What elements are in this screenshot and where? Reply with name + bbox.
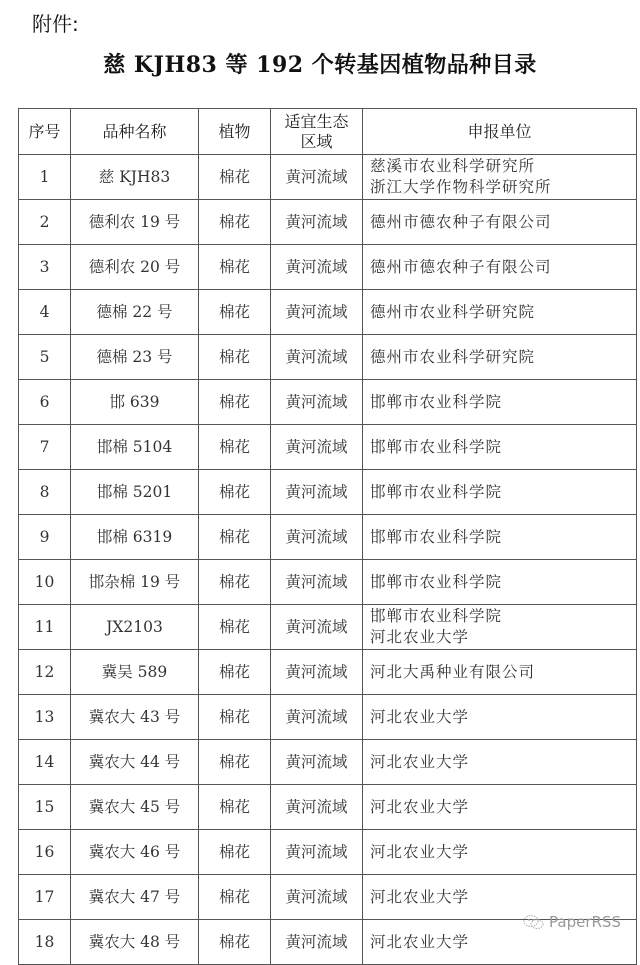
watermark-text: PaperRSS (549, 913, 621, 931)
applicant-line: 河北农业大学 (370, 797, 470, 816)
cell-variety: 冀农大 44 号 (71, 740, 199, 785)
table-row (19, 605, 637, 650)
cell-plant: 棉花 (199, 470, 271, 515)
cell-region: 黄河流域 (271, 200, 363, 245)
cell-applicant (363, 740, 637, 785)
cell-applicant (363, 470, 637, 515)
cell-applicant (363, 560, 637, 605)
cell-variety: 德利农 19 号 (71, 200, 199, 245)
cell-variety: 冀农大 47 号 (71, 875, 199, 920)
cell-region: 黄河流域 (271, 290, 363, 335)
cell-plant: 棉花 (199, 740, 271, 785)
cell-plant: 棉花 (199, 380, 271, 425)
cell-variety: 冀农大 43 号 (71, 695, 199, 740)
cell-applicant (363, 200, 637, 245)
header-region: 适宜生态区域 (271, 109, 363, 155)
table-row (19, 740, 637, 785)
applicant-line: 邯郸市农业科学院 (370, 392, 503, 411)
variety-table (18, 108, 637, 965)
applicant-line: 河北农业大学 (370, 887, 470, 906)
cell-plant: 棉花 (199, 695, 271, 740)
cell-applicant (363, 245, 637, 290)
cell-no: 12 (19, 650, 71, 695)
cell-no: 7 (19, 425, 71, 470)
cell-variety: 邯棉 5201 (71, 470, 199, 515)
cell-plant: 棉花 (199, 245, 271, 290)
applicant-line: 邯郸市农业科学院 (370, 607, 503, 625)
cell-variety: 慈 KJH83 (71, 155, 199, 200)
cell-no: 15 (19, 785, 71, 830)
cell-region: 黄河流域 (271, 605, 363, 650)
cell-no: 18 (19, 920, 71, 965)
cell-no: 9 (19, 515, 71, 560)
cell-plant: 棉花 (199, 650, 271, 695)
applicant-line: 河北大禹种业有限公司 (370, 662, 536, 681)
cell-region: 黄河流域 (271, 335, 363, 380)
header-variety: 品种名称 (71, 109, 199, 155)
applicant-line: 邯郸市农业科学院 (370, 527, 503, 546)
document-title: 慈 KJH83 等 192 个转基因植物品种目录 (103, 52, 537, 78)
cell-variety: 德利农 20 号 (71, 245, 199, 290)
applicant-line: 河北农业大学 (370, 842, 470, 861)
cell-no: 5 (19, 335, 71, 380)
cell-applicant (363, 290, 637, 335)
cell-variety: 邯 639 (71, 380, 199, 425)
table-row (19, 155, 637, 200)
table-row (19, 290, 637, 335)
cell-variety: JX2103 (71, 605, 199, 650)
cell-plant: 棉花 (199, 785, 271, 830)
table-row (19, 245, 637, 290)
cell-variety: 冀农大 45 号 (71, 785, 199, 830)
header-plant: 植物 (199, 109, 271, 155)
applicant-line: 邯郸市农业科学院 (370, 482, 503, 501)
table-row (19, 650, 637, 695)
cell-region: 黄河流域 (271, 920, 363, 965)
cell-plant: 棉花 (199, 425, 271, 470)
cell-applicant (363, 605, 637, 650)
cell-no: 11 (19, 605, 71, 650)
table-row (19, 560, 637, 605)
cell-region: 黄河流域 (271, 875, 363, 920)
cell-variety: 邯棉 5104 (71, 425, 199, 470)
cell-no: 3 (19, 245, 71, 290)
cell-region: 黄河流域 (271, 740, 363, 785)
cell-region: 黄河流域 (271, 785, 363, 830)
cell-variety: 德棉 22 号 (71, 290, 199, 335)
header-no: 序号 (19, 109, 71, 155)
applicant-line: 邯郸市农业科学院 (370, 572, 503, 591)
cell-region: 黄河流域 (271, 650, 363, 695)
applicant-line: 河北农业大学 (370, 752, 470, 771)
applicant-line: 德州市德农种子有限公司 (370, 257, 552, 276)
applicant-line: 河北农业大学 (370, 932, 470, 951)
applicant-line: 河北农业大学 (370, 707, 470, 726)
cell-plant: 棉花 (199, 560, 271, 605)
watermark (523, 913, 621, 931)
cell-applicant (363, 650, 637, 695)
cell-variety: 冀农大 48 号 (71, 920, 199, 965)
cell-region: 黄河流域 (271, 515, 363, 560)
cell-region: 黄河流域 (271, 245, 363, 290)
wechat-icon (523, 914, 545, 930)
cell-no: 10 (19, 560, 71, 605)
table-row (19, 515, 637, 560)
cell-region: 黄河流域 (271, 425, 363, 470)
applicant-line: 德州市农业科学研究院 (370, 302, 536, 321)
cell-variety: 冀吴 589 (71, 650, 199, 695)
cell-no: 8 (19, 470, 71, 515)
table-row (19, 425, 637, 470)
cell-plant: 棉花 (199, 605, 271, 650)
cell-no: 2 (19, 200, 71, 245)
cell-applicant (363, 785, 637, 830)
cell-no: 6 (19, 380, 71, 425)
cell-variety: 德棉 23 号 (71, 335, 199, 380)
cell-applicant (363, 515, 637, 560)
table-row (19, 470, 637, 515)
applicant-line: 河北农业大学 (370, 628, 470, 646)
applicant-line: 德州市农业科学研究院 (370, 347, 536, 366)
cell-region: 黄河流域 (271, 470, 363, 515)
cell-applicant (363, 830, 637, 875)
cell-region: 黄河流域 (271, 830, 363, 875)
table-row (19, 200, 637, 245)
cell-plant: 棉花 (199, 200, 271, 245)
cell-variety: 邯杂棉 19 号 (71, 560, 199, 605)
cell-no: 16 (19, 830, 71, 875)
header-applicant: 申报单位 (363, 109, 637, 155)
cell-region: 黄河流域 (271, 695, 363, 740)
table-row (19, 695, 637, 740)
applicant-line: 德州市德农种子有限公司 (370, 212, 552, 231)
cell-plant: 棉花 (199, 155, 271, 200)
cell-plant: 棉花 (199, 290, 271, 335)
table-row (19, 335, 637, 380)
table-body (19, 155, 637, 965)
table-row (19, 785, 637, 830)
cell-applicant (363, 380, 637, 425)
table-row (19, 830, 637, 875)
cell-plant: 棉花 (199, 875, 271, 920)
cell-region: 黄河流域 (271, 560, 363, 605)
cell-variety: 冀农大 46 号 (71, 830, 199, 875)
applicant-line: 邯郸市农业科学院 (370, 437, 503, 456)
cell-plant: 棉花 (199, 515, 271, 560)
cell-applicant (363, 425, 637, 470)
cell-applicant (363, 695, 637, 740)
cell-no: 1 (19, 155, 71, 200)
attachment-label: 附件: (32, 12, 79, 36)
cell-plant: 棉花 (199, 920, 271, 965)
cell-applicant (363, 335, 637, 380)
applicant-line: 浙江大学作物科学研究所 (370, 178, 552, 196)
cell-region: 黄河流域 (271, 380, 363, 425)
cell-no: 4 (19, 290, 71, 335)
table-row (19, 380, 637, 425)
cell-plant: 棉花 (199, 830, 271, 875)
table-header-row (19, 109, 637, 155)
cell-applicant (363, 155, 637, 200)
cell-region: 黄河流域 (271, 155, 363, 200)
cell-variety: 邯棉 6319 (71, 515, 199, 560)
cell-no: 17 (19, 875, 71, 920)
cell-no: 14 (19, 740, 71, 785)
applicant-line: 慈溪市农业科学研究所 (370, 157, 536, 175)
cell-no: 13 (19, 695, 71, 740)
cell-plant: 棉花 (199, 335, 271, 380)
